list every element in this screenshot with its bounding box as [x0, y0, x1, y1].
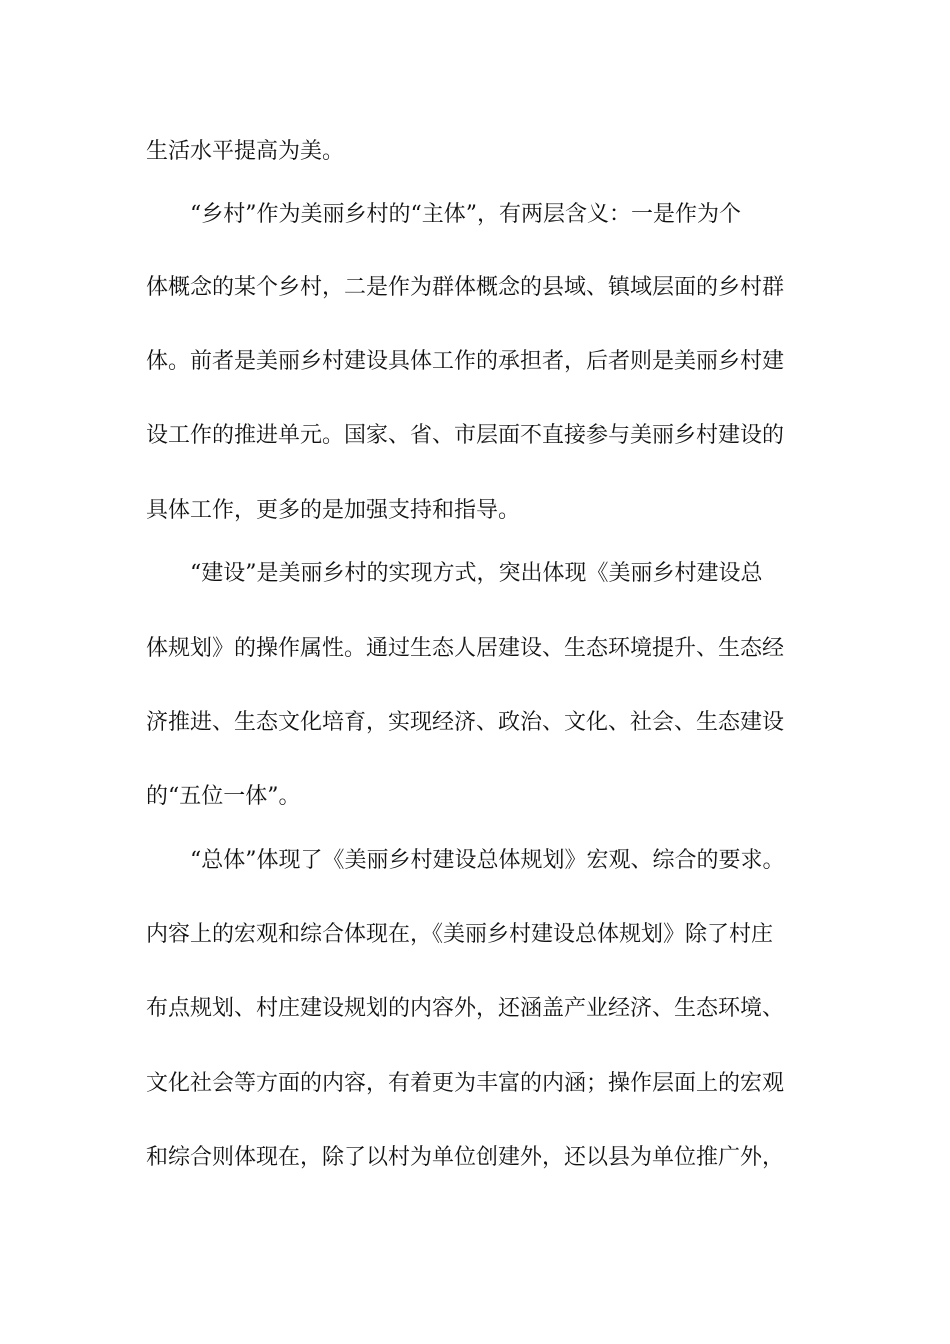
paragraph-line: 体。前者是美丽乡村建设具体工作的承担者，后者则是美丽乡村建	[146, 349, 785, 374]
paragraph-line: “建设”是美丽乡村的实现方式，突出体现《美丽乡村建设总	[190, 561, 763, 586]
paragraph-line: 体规划》的操作属性。通过生态人居建设、生态环境提升、生态经	[146, 636, 785, 661]
paragraph-line: 体概念的某个乡村，二是作为群体概念的县域、镇域层面的乡村群	[146, 275, 785, 300]
paragraph-line: 内容上的宏观和综合体现在，《美丽乡村建设总体规划》除了村庄	[146, 922, 774, 947]
paragraph-line: 文化社会等方面的内容，有着更为丰富的内涵；操作层面上的宏观	[146, 1071, 785, 1096]
paragraph-line: “总体”体现了《美丽乡村建设总体规划》宏观、综合的要求。	[190, 848, 785, 873]
paragraph-line: 布点规划、村庄建设规划的内容外，还涵盖产业经济、生态环境、	[146, 996, 785, 1021]
paragraph-line: 济推进、生态文化培育，实现经济、政治、文化、社会、生态建设	[146, 710, 785, 735]
paragraph-line: “乡村”作为美丽乡村的“主体”，有两层含义：一是作为个	[190, 202, 741, 227]
paragraph-line: 生活水平提高为美。	[146, 139, 345, 164]
paragraph-line: 设工作的推进单元。国家、省、市层面不直接参与美丽乡村建设的	[146, 423, 785, 448]
paragraph-line: 和综合则体现在，除了以村为单位创建外，还以县为单位推广外，	[146, 1145, 785, 1170]
paragraph-line: 具体工作，更多的是加强支持和指导。	[146, 498, 521, 523]
paragraph-line: 的“五位一体”。	[146, 784, 301, 809]
